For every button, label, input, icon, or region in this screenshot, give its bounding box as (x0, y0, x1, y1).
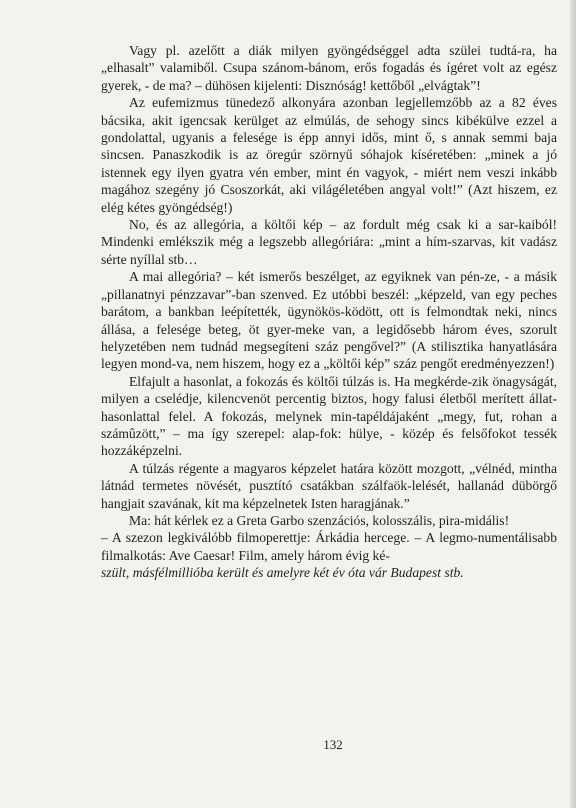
page-edge (570, 0, 576, 808)
paragraph: A mai allegória? – két ismerős beszélget, az egyiknek van pén-ze, - a másik „pillanatnyi pénzzavar”-ban szenved. Ez utóbbi beszél: „képzeld, van egy peches barátom, a bankban leépítették, ügynökös-ködött, ott is felmondtak neki, nincs állása, a felesége beteg, öt gyer-meke van, a legidősebb három éves, szorult helyzetében nem tudnád megsegíteni száz pengővel?” (A stilisztika hanyatlására legyen mond-va, nem hiszem, hogy ez a „költői kép” száz pengőt eredményezzen!) (101, 269, 557, 372)
paragraph: – A szezon legkiválóbb filmoperettje: Árkádia hercege. – A legmo-numentálisabb filmalkotás: Ave Caesar! Film, amely három évig ké- (101, 530, 557, 563)
paragraph: Az eufemizmus tünedező alkonyára azonban legjellemzőbb az a 82 éves bácsika, akit igencsak kerülget az elmúlás, de sehogy sincs kibékülve ezzel a gondolattal, ugyanis a felesége is épp annyi idős, mint ő, s annak semmi baja sincsen. Panaszkodik is az öregúr szörnyű sóhajok kíséretében: „minek a jó istennek egy ilyen gyatra vén ember, mint én vagyok, - miért nem veszi inkább magához szegény jó Csoszorkát, aki világéletében angyal volt!” (Azt hiszem, ez elég kétes gyöngédség!) (101, 95, 557, 215)
paragraph: A túlzás régente a magyaros képzelet határa között mozgott, „vélnéd, mintha látnád termetes növését, pusztító csatákban szálfaök-lelését, hallanád dübörgő hangjait szavának, kit ma képzelnetek Isten haragjának.” (101, 460, 557, 511)
paragraph: Vagy pl. azelőtt a diák milyen gyöngédséggel adta szülei tudtá-ra, ha „elhasalt” valamiből. Csupa szánom-bánom, erős fogadás és ígéret volt az egész gyerek, - de ma? – dühösen kijelenti: Disznóság! kettőből „elvágtak”! (101, 43, 557, 93)
paragraph: Elfajult a hasonlat, a fokozás és költői túlzás is. Ha megkérde-zik önagyságát, milyen a cselédje, kilencvenöt percentig biztos, hogy falusi életből merített állat-hasonlattal felel. A fokozás, melynek min-tapéldájaként „megy, fut, rohan a számûzött,” – ma így szerepel: alap-fok: hülye, - közép és felsőfokot tessék hozzáképzelni. (101, 373, 557, 459)
paragraph: szült, másfélmillióba került és amelyre két év óta vár Budapest stb. (101, 565, 464, 581)
page-number: 132 (323, 737, 343, 752)
paragraph: Ma: hát kérlek ez a Greta Garbo szenzációs, kolosszális, pira-midális! (129, 512, 510, 528)
body-text (101, 42, 557, 582)
paragraph: No, és az allegória, a költői kép – az fordult még csak ki a sar-kaiból! Mindenki emlékszik még a legszebb allegóriára: „mint a hím-szarvas, kit vadász sérte nyíllal stb… (101, 217, 557, 267)
